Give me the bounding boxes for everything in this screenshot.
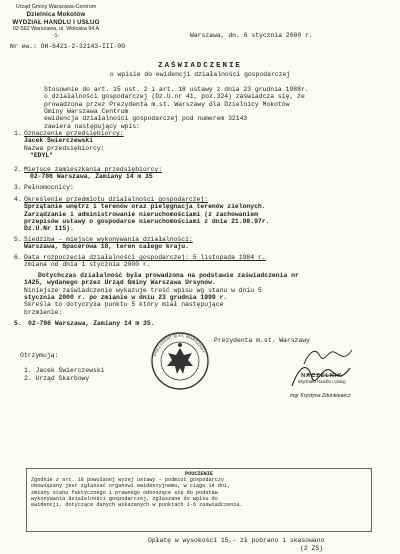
intro-line: Stosownie do art. 15 ust. 2 i art. 18 ustawy z dnia 23 grudnia 1988r. xyxy=(44,86,309,93)
notice-title: POUCZENIE xyxy=(184,471,214,477)
continuation-line: Niniejsze zaświadczenie wykazuje treść wpisu wg stanu w dniu 5 xyxy=(24,286,262,294)
continuation-line: Dotychczas działalność była prowadzona na podstawie zaświadczenia nr xyxy=(38,272,299,279)
recipients-block xyxy=(10,352,105,382)
notice-line: zmiany stanu faktycznego i prawnego odnoszące się do podstaw xyxy=(31,489,218,496)
entry-sublabel: Nazwa przedsiębiorcy: xyxy=(24,144,105,152)
intro-line: Gminy Warszawa Centrum xyxy=(44,108,129,116)
entry-label: Pełnomocnicy: xyxy=(24,184,74,191)
entry-number: 2. xyxy=(14,166,22,173)
signatory-line: Prezydenta m.st. Warszawy xyxy=(214,337,310,344)
intro-line: o działalności gospodarczej (Dz.U.nr 41, poz.324) zaświadcza się, że xyxy=(44,93,305,101)
intro-line-number xyxy=(44,115,309,122)
document-title-block xyxy=(0,62,400,78)
entry-number: 6. xyxy=(14,254,22,261)
prior-entry-value: 02-786 Warszawa, Zamiany 14 m 35. xyxy=(28,320,155,327)
signature-block xyxy=(298,373,346,384)
stamp-line-1: Urząd Gminy Warszawa-Centrum xyxy=(15,4,97,10)
notice-box xyxy=(26,468,372,532)
recipient: 2. Urząd Skarbowy xyxy=(24,374,90,382)
entry-value: 02-786 Warszawa, Zamiany 14 m 35 xyxy=(30,173,153,181)
notice-line: obowiązany jest zgłaszać organowi ewidencyjnemu, w ciągu 14 dni, xyxy=(31,483,231,490)
signature-name: mgr Krystyna Zdunkiewicz xyxy=(290,393,351,399)
entry-item-4 xyxy=(14,196,269,233)
entry-value: zmiana od dnia 1 stycznia 2000 r. xyxy=(24,261,151,269)
fee-sub: (2 ZS) xyxy=(300,545,324,552)
entry-number: 3. xyxy=(14,184,22,191)
notice-line: wykonywania działalności gospodarczej, zgłaszane do wpisu do xyxy=(31,495,218,502)
continuation-line: Skreśla to dotyczyła punktu 5 który miał następujące xyxy=(24,301,224,309)
continuation-line: 1425, wydanego przez Urząd Gminy Warszawa Ursynów. xyxy=(24,279,216,287)
entry-item-2 xyxy=(14,166,162,181)
stamp-line-2: Dzielnica Mokotów xyxy=(26,10,86,18)
continuation-line: brzmienie: xyxy=(24,308,63,316)
entry-value: Zarządzanie i administrowanie nieruchomościami (z zachowaniem xyxy=(24,210,258,218)
entry-item-5 xyxy=(14,236,193,251)
notice-line: ewidencji, dotyczące danych wskazanych w punktach 1-6 zaświadczenia. xyxy=(31,502,243,509)
prior-entry-number: 5. xyxy=(14,320,22,327)
entry-value: Warszawa, Spacerowa 18, teren całego kraju. xyxy=(24,243,189,251)
entry-label: Oznaczenie przedsiębiorcy: xyxy=(24,130,124,137)
registry-number: 32143 xyxy=(228,115,248,123)
entry-value: przepisów ustawy o gospodarce nieruchomościami z dnia 21.08.97r. xyxy=(24,218,270,226)
recipient: 1. Jacek Świerczewski xyxy=(24,367,105,375)
intro-line: prowadzona przez Prezydenta m.st. Warszawy dla Dzielnicy Mokotów xyxy=(44,100,290,108)
seal-text: PREZYDENT M.ST. WARSZAWY xyxy=(152,332,207,357)
official-round-seal xyxy=(150,331,210,391)
entry-item-6 xyxy=(14,254,266,269)
continuation-line: stycznia 2000 r. po zmianie w dniu 23 grudnia 1999 r. xyxy=(24,294,228,302)
entry-value: Dz.U.Nr 115). xyxy=(24,225,74,233)
entry-number: 4. xyxy=(14,196,22,203)
prior-entry xyxy=(14,320,155,327)
entry-label: Data rozpoczęcia działalności gospodarczej: 5 listopada 1984 r. xyxy=(24,254,266,261)
office-header-stamp xyxy=(6,4,106,40)
entry-number: 5. xyxy=(14,236,22,243)
entry-label: Miejsce zamieszkania przedsiębiorcy: xyxy=(24,166,163,173)
document-title: ZAŚWIADCZENIE xyxy=(158,62,242,70)
reference-number: Nr ew.: OH-6421-2-32143-III-00 xyxy=(10,43,126,50)
intro-paragraph xyxy=(44,86,309,130)
signature-role: NACZELNIK xyxy=(301,373,343,379)
stamp-line-3: WYDZIAŁ HANDLU I USŁUG xyxy=(12,18,100,26)
entry-label: Siedziba - miejsce wykonywania działalności: xyxy=(24,236,193,243)
entry-item-3 xyxy=(14,184,74,191)
entry-value: Sprzątanie wnętrz i terenów oraz pielęgnacja terenów zielonych. xyxy=(24,203,266,211)
place-date: Warszawa, dn. 6 stycznia 2000 r. xyxy=(190,32,313,39)
intro-number-prefix: ewidencja działalności gospodarczej pod numerem xyxy=(44,115,225,123)
notice-line: Zgodnie z art. 18 powołanej wyżej ustawy - podmiot gospodarczy xyxy=(31,477,225,484)
entry-label: Określenie przedmiotu działalności gospodarczej: xyxy=(24,196,209,203)
entry-number: 1. xyxy=(14,130,22,137)
stamp-line-5: -1- xyxy=(52,33,60,39)
entry-subvalue: "EDYL" xyxy=(30,152,54,160)
fee-line: Opłatę w wysokości 15,- zł pobrano i skasowano xyxy=(148,537,325,544)
stamp-line-4: 02-562 Warszawa, ul. Wołoska 94 A xyxy=(12,26,100,33)
entry-item-1 xyxy=(14,130,124,159)
continuation-paragraph xyxy=(24,272,299,316)
recipients-label: Otrzymują: xyxy=(20,352,59,359)
intro-line: zawiera następujący wpis: xyxy=(44,122,140,130)
document-subtitle: o wpisie do ewidencji działalności gospodarczej xyxy=(109,70,291,78)
entry-value: Jacek Świerczewski xyxy=(24,137,94,145)
signature-department: Wydziału Handlu i Usług xyxy=(298,379,346,385)
